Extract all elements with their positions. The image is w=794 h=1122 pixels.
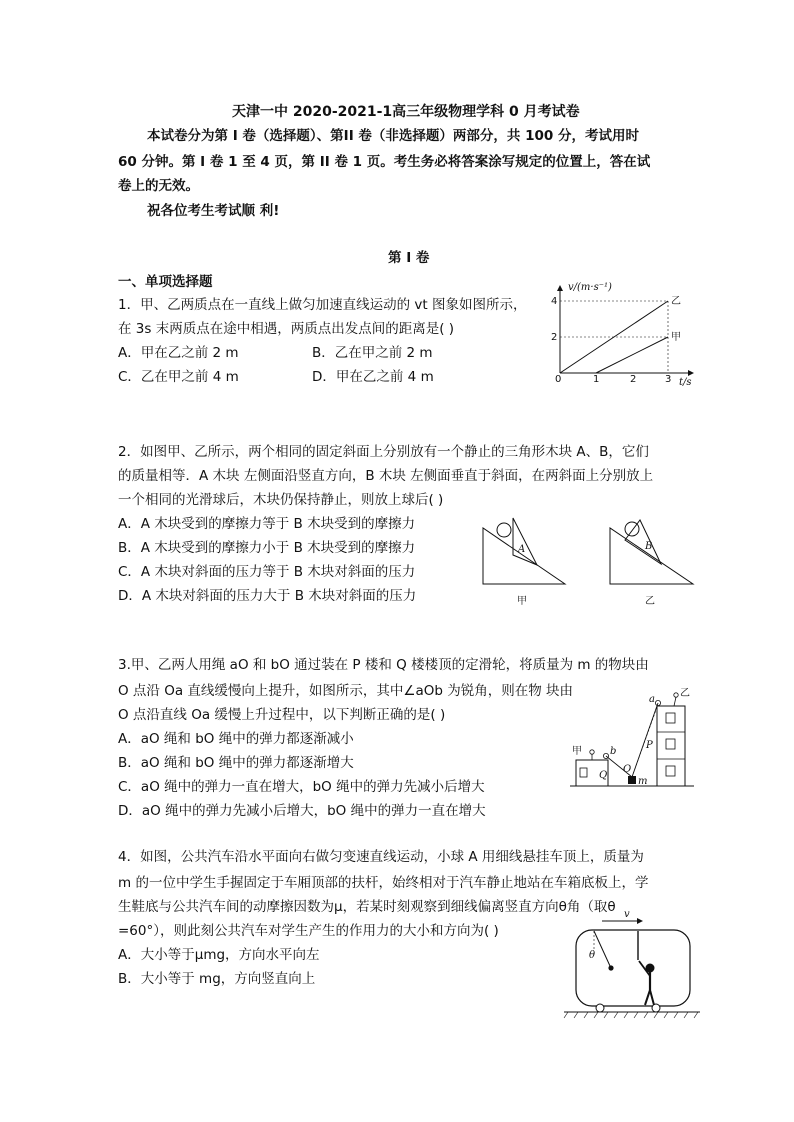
q1-x-tick-label: 2 bbox=[630, 374, 637, 385]
q3-stem-line-2: O 点沿 Oa 直线缓慢向上提升，如图所示，其中∠aOb 为锐角，则在物 块由 bbox=[118, 683, 574, 699]
q2-stem-line-3: 一个相同的光滑球后，木块仍保持静止，则放上球后( ) bbox=[118, 492, 444, 508]
q3-option-d: D．aO 绳中的弹力先减小后增大，bO 绳中的弹力一直在增大 bbox=[118, 803, 486, 819]
q1-option-d: D．甲在乙之前 4 m bbox=[312, 369, 434, 385]
exam-intro-line-1: 本试卷分为第 I 卷（选择题）、第II 卷（非选择题）两部分，共 100 分，考试用时 bbox=[147, 128, 639, 144]
part-title: 第 I 卷 bbox=[388, 250, 430, 266]
q2-caption-left: 甲 bbox=[517, 596, 527, 607]
q4-bus-body bbox=[576, 930, 690, 1006]
q1-stem-line-1: 1．甲、乙两质点在一直线上做匀加速直线运动的 vt 图象如图所示， bbox=[118, 297, 527, 313]
q4-ball-a bbox=[608, 965, 613, 970]
q2-incline-right bbox=[610, 528, 693, 584]
q3-option-c: C．aO 绳中的弹力一直在增大，bO 绳中的弹力先减小后增大 bbox=[118, 779, 485, 795]
exam-intro-line-3: 卷上的无效。 bbox=[118, 178, 199, 194]
q1-x-tick-label: 3 bbox=[665, 374, 672, 385]
q2-incline-figure bbox=[475, 512, 700, 610]
q4-label-theta: θ bbox=[589, 950, 596, 961]
q4-option-b: B．大小等于 mg，方向竖直向上 bbox=[118, 971, 316, 987]
q1-x-tick-label: 1 bbox=[593, 374, 600, 385]
q3-label-q: Q bbox=[599, 770, 608, 781]
q2-option-a: A．A 木块受到的摩擦力等于 B 木块受到的摩擦力 bbox=[118, 516, 416, 532]
q1-y-tick-label: 2 bbox=[551, 332, 558, 343]
q2-option-c: C．A 木块对斜面的压力等于 B 木块对斜面的压力 bbox=[118, 564, 416, 580]
q4-wheel-left bbox=[596, 1004, 604, 1012]
q3-block-m bbox=[628, 776, 636, 784]
q2-label-a: A bbox=[518, 544, 526, 555]
q4-option-a: A．大小等于μmg，方向水平向左 bbox=[118, 947, 320, 963]
q2-option-b: B．A 木块受到的摩擦力小于 B 木块受到的摩擦力 bbox=[118, 540, 416, 556]
q4-label-v: v bbox=[624, 909, 630, 920]
q4-stem-line-2: m 的一位中学生手握固定于车厢顶部的扶杆，始终相对于汽车静止地站在车箱底板上，学 bbox=[118, 875, 649, 891]
q4-stem-line-1: 4．如图，公共汽车沿水平面向右做匀变速直线运动，小球 A 用细线悬挂车顶上，质量为 bbox=[118, 849, 644, 865]
q3-option-b: B．aO 绳和 bO 绳中的弹力都逐渐增大 bbox=[118, 755, 354, 771]
q3-option-a: A．aO 绳和 bO 绳中的弹力都逐渐减小 bbox=[118, 731, 354, 747]
section-heading: 一、单项选择题 bbox=[118, 274, 213, 290]
q1-xlabel: t/s bbox=[679, 377, 692, 388]
q1-series-label-jia: 甲 bbox=[671, 332, 681, 343]
q3-label-p: P bbox=[646, 740, 653, 751]
q2-incline-left bbox=[483, 528, 565, 584]
q3-label-a: a bbox=[649, 694, 655, 705]
q3-label-jia: 甲 bbox=[572, 746, 582, 757]
q4-bus-figure bbox=[562, 904, 702, 1022]
q4-stem-line-3: 生鞋底与公共汽车间的动摩擦因数为μ，若某时刻观察到细线偏离竖直方向θ角（取θ bbox=[118, 899, 616, 915]
q3-label-o: O bbox=[623, 764, 632, 775]
q1-ylabel: v/(m·s⁻¹) bbox=[568, 282, 612, 293]
q1-option-b: B．乙在甲之前 2 m bbox=[312, 345, 433, 361]
q4-string bbox=[594, 931, 610, 966]
q1-option-c: C．乙在甲之前 4 m bbox=[118, 369, 239, 385]
q2-option-d: D．A 木块对斜面的压力大于 B 木块对斜面的压力 bbox=[118, 588, 417, 604]
exam-title: 天津一中 2020-2021-1高三年级物理学科 0 月考试卷 bbox=[232, 104, 580, 120]
q3-rope-ao bbox=[632, 703, 658, 777]
q1-series-label-yi: 乙 bbox=[671, 296, 681, 307]
q3-label-b: b bbox=[610, 746, 617, 757]
q2-label-b: B bbox=[645, 541, 653, 552]
q2-stem-line-2: 的质量相等．A 木块 左侧面沿竖直方向，B 木块 左侧面垂直于斜面，在两斜面上分别放上 bbox=[118, 468, 654, 484]
q2-block-a bbox=[513, 518, 537, 565]
q1-stem-line-2: 在 3s 末两质点在途中相遇，两质点出发点间的距离是( ) bbox=[118, 321, 455, 337]
q1-origin-label: 0 bbox=[555, 374, 562, 385]
q2-ball-left bbox=[497, 523, 511, 537]
q3-label-yi: 乙 bbox=[680, 688, 690, 699]
q2-ball-right bbox=[625, 522, 639, 536]
q3-label-m: m bbox=[638, 776, 648, 787]
q3-building-p bbox=[657, 706, 685, 786]
q3-stem-line-1: 3.甲、乙两人用绳 aO 和 bO 通过装在 P 楼和 Q 楼楼顶的定滑轮，将质量为 m 的物块由 bbox=[118, 657, 649, 673]
q3-pulley-figure bbox=[568, 686, 698, 794]
q1-option-a: A．甲在乙之前 2 m bbox=[118, 345, 239, 361]
q3-stem-line-3: O 点沿直线 Oa 缓慢上升过程中，以下判断正确的是( ) bbox=[118, 707, 446, 723]
q1-y-tick-label: 4 bbox=[551, 296, 558, 307]
q1-vt-graph bbox=[545, 280, 705, 388]
q2-caption-right: 乙 bbox=[645, 596, 655, 607]
exam-intro-line-2: 60 分钟。第 I 卷 1 至 4 页，第 II 卷 1 页。考生务必将答案涂写规定的位置上，答在试 bbox=[118, 154, 651, 170]
q2-stem-line-1: 2．如图甲、乙所示，两个相同的固定斜面上分别放有一个静止的三角形木块 A、B，它们 bbox=[118, 444, 649, 460]
q4-stem-line-4: =60°），则此刻公共汽车对学生产生的作用力的大小和方向为( ) bbox=[118, 923, 499, 939]
exam-wish: 祝各位考生考试顺 利! bbox=[147, 203, 280, 219]
